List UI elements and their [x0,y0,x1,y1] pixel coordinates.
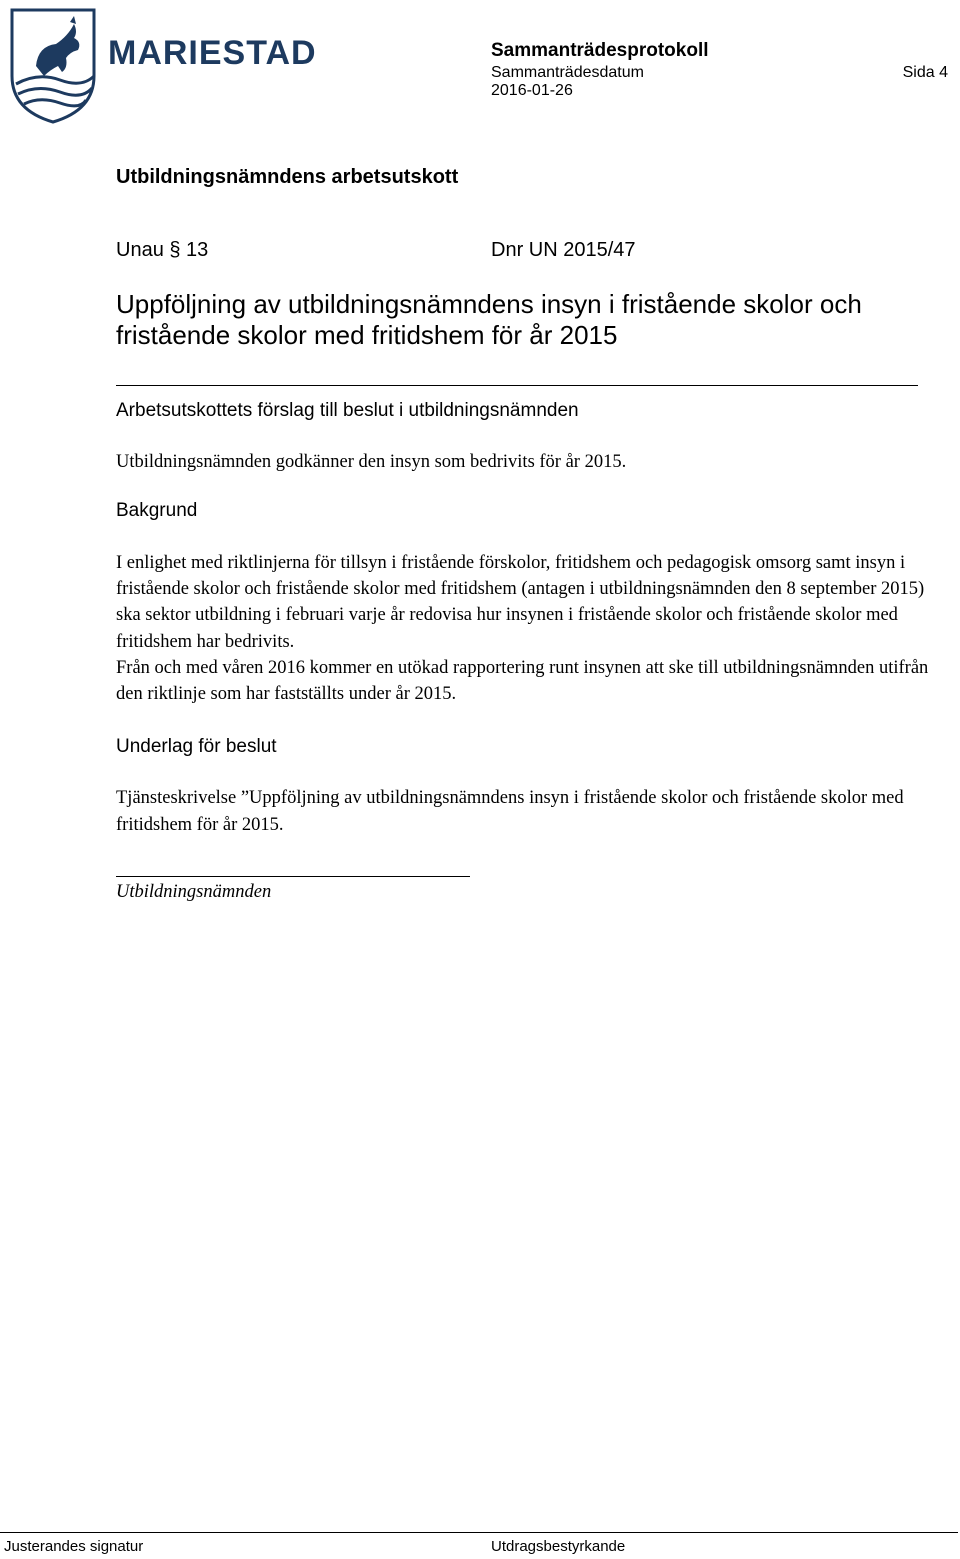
case-number: Unau § 13 [116,239,209,261]
meeting-date: 2016-01-26 [491,82,573,99]
background-section [116,550,942,707]
meeting-date-label: Sammanträdesdatum [491,64,644,81]
document-title: Sammanträdesprotokoll [491,40,709,61]
logo-wordmark: MARIESTAD [108,34,317,72]
certification-label: Utdragsbestyrkande [491,1538,626,1555]
background-paragraph: I enlighet med riktlinjerna för tillsyn i fristående förskolor, fritidshem och pedagogisk omsorg samt insyn i fristående skolor och fristående skolor med fritidshem (antagen i utbildningsnämnden den 8 september 2015) ska sektor utbildning i februari varje år redovisa hur insynen i fristående skolor och fristående skolor med fritidshem har bedrivits. [116,553,925,652]
proposal-heading: Arbetsutskottets förslag till beslut i utbildningsnämnden [116,400,579,421]
proposal-text: Utbildningsnämnden godkänner den insyn som bedrivits för år 2015. [116,452,627,472]
recipient-divider [116,876,470,877]
basis-text: Tjänsteskrivelse ”Uppföljning av utbildningsnämndens insyn i fristående skolor och fristående skolor med fritidshem för år 2015. [116,788,904,835]
background-heading: Bakgrund [116,500,198,521]
page-number: Sida 4 [902,64,948,81]
diary-number: Dnr UN 2015/47 [491,239,636,261]
title-divider [116,385,918,386]
footer-divider [0,1532,958,1533]
background-paragraph: Från och med våren 2016 kommer en utökad rapportering runt insynen att ske till utbildningsnämnden utifrån den riktlinje som har fastställts under år 2015. [116,657,929,705]
mariestad-coat-of-arms-logo [8,6,98,124]
case-title: Uppföljning av utbildningsnämndens insyn i fristående skolor och fristående skolor med fritidshem för år 2015 [116,289,862,350]
recipient: Utbildningsnämnden [116,882,272,902]
basis-heading: Underlag för beslut [116,736,277,757]
committee-heading: Utbildningsnämndens arbetsutskott [116,166,459,188]
signature-label: Justerandes signatur [4,1538,144,1555]
